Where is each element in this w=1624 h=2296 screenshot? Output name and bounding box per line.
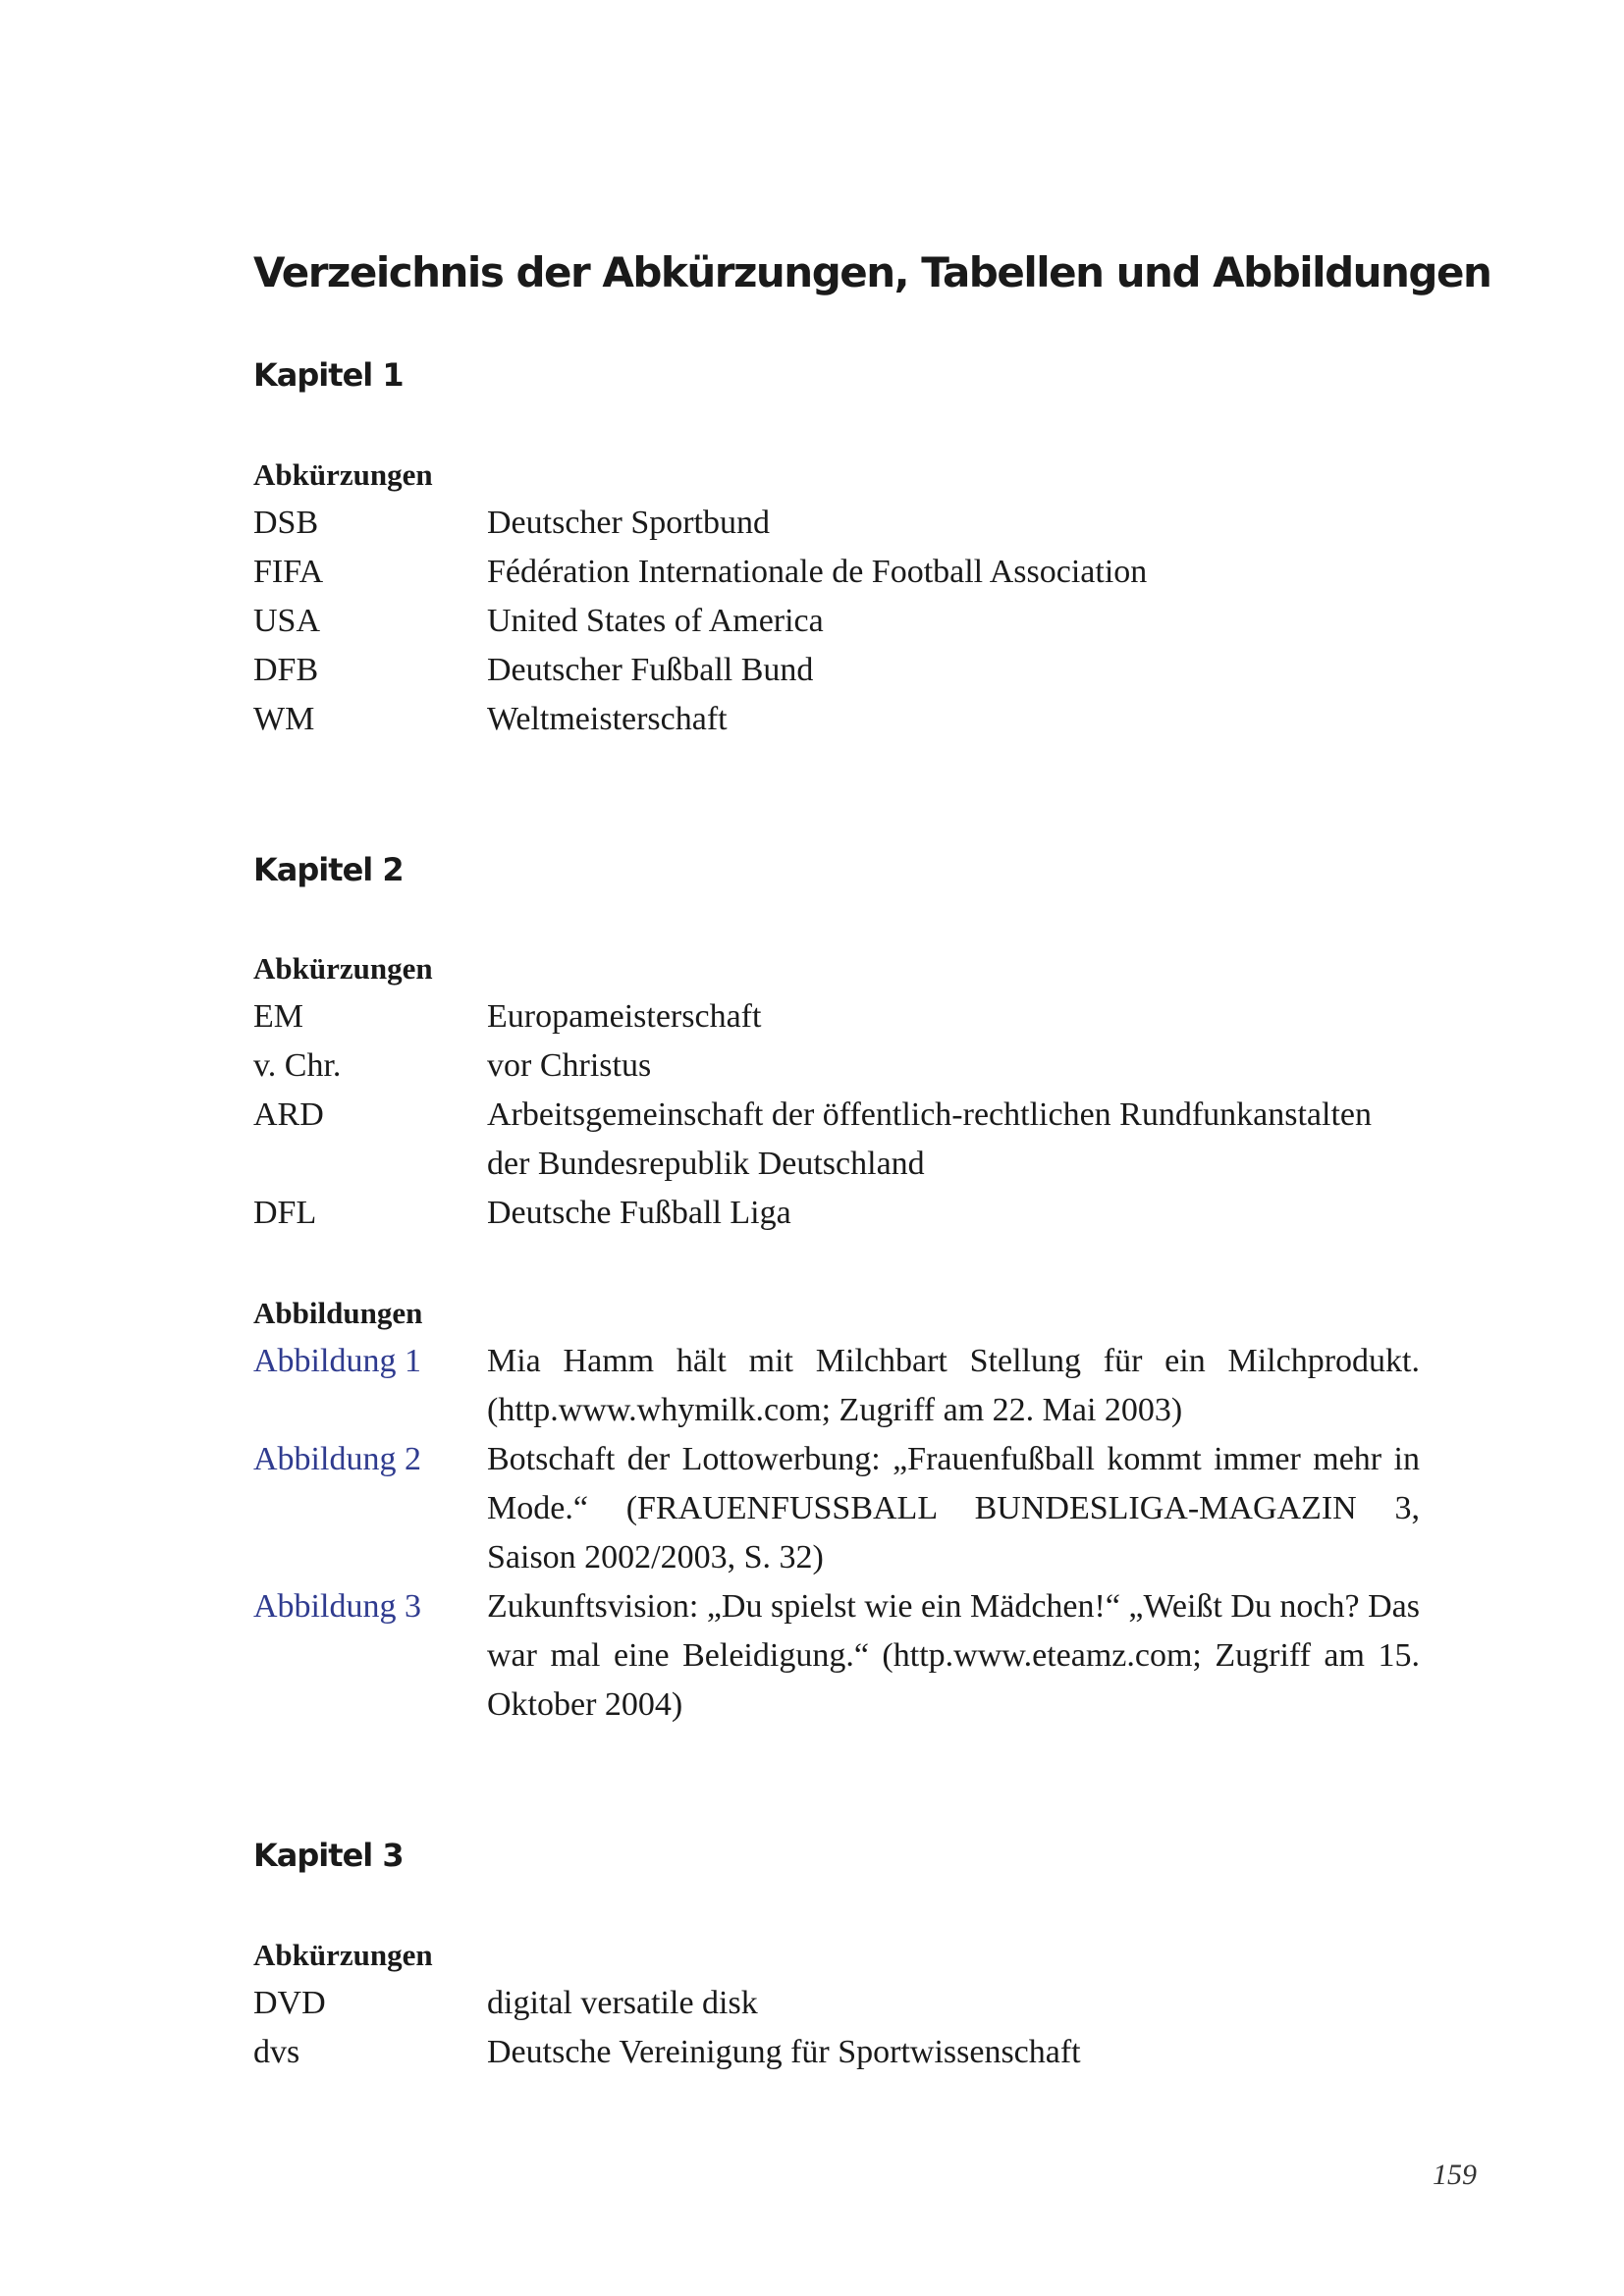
figure-caption: Mia Hamm hält mit Milchbart Stellung für ein Milchprodukt. (http.www.whymilk.com; Zugriff am 22. Mai 2003) <box>487 1343 1420 1428</box>
abbreviations-heading-1: Abkürzungen <box>253 457 433 492</box>
abbreviation-term: DSB <box>253 505 319 541</box>
abbreviation-term: FIFA <box>253 554 324 590</box>
chapter-heading-3: Kapitel 3 <box>253 1837 404 1874</box>
figure-caption: Zukunftsvision: „Du spielst wie ein Mädchen!“ „Weißt Du noch? Das war mal eine Beleidigung.“ (http.www.eteamz.com; Zugriff am 15. Oktober 2004) <box>487 1588 1420 1723</box>
chapter-heading-1: Kapitel 1 <box>253 356 404 394</box>
abbreviations-heading-3: Abkürzungen <box>253 1938 433 1972</box>
abbreviation-term: WM <box>253 701 315 737</box>
abbreviation-term: DFB <box>253 652 319 688</box>
abbreviation-description: Deutsche Fußball Liga <box>487 1195 791 1231</box>
abbreviation-term: EM <box>253 998 303 1035</box>
abbreviation-term: v. Chr. <box>253 1047 342 1084</box>
abbreviation-term: DVD <box>253 1985 326 2021</box>
abbreviation-description: Deutsche Vereinigung für Sportwissenschaft <box>487 2034 1081 2070</box>
figure-link-3[interactable]: Abbildung 3 <box>253 1588 421 1625</box>
abbreviation-description: Fédération Internationale de Football Association <box>487 554 1148 590</box>
chapter-heading-2: Kapitel 2 <box>253 851 404 888</box>
abbreviations-heading-2: Abkürzungen <box>253 951 433 986</box>
abbreviation-term: USA <box>253 603 321 639</box>
abbreviation-description: Weltmeisterschaft <box>487 701 728 737</box>
abbreviation-description: digital versatile disk <box>487 1985 758 2021</box>
abbreviation-description: Arbeitsgemeinschaft der öffentlich-rechtlichen Rundfunkanstalten der Bundesrepublik Deutschland <box>487 1096 1372 1182</box>
figures-heading-2: Abbildungen <box>253 1296 423 1330</box>
abbreviation-term: dvs <box>253 2034 300 2070</box>
abbreviation-description: Deutscher Fußball Bund <box>487 652 814 688</box>
figure-link-1[interactable]: Abbildung 1 <box>253 1343 421 1379</box>
abbreviation-description: Europameisterschaft <box>487 998 762 1035</box>
abbreviation-term: DFL <box>253 1195 317 1231</box>
abbreviation-description: Deutscher Sportbund <box>487 505 771 541</box>
abbreviation-description: United States of America <box>487 603 824 639</box>
abbreviation-term: ARD <box>253 1096 324 1133</box>
page-title: Verzeichnis der Abkürzungen, Tabellen und Abbildungen <box>253 248 1491 296</box>
figure-caption: Botschaft der Lottowerbung: „Frauenfußball kommt immer mehr in Mode.“ (FRAUENFUSSBALL BUNDESLIGA-MAGAZIN 3, Saison 2002/2003, S. 32) <box>487 1441 1420 1575</box>
figure-link-2[interactable]: Abbildung 2 <box>253 1441 421 1477</box>
page-number: 159 <box>1433 2159 1477 2191</box>
abbreviation-description: vor Christus <box>487 1047 652 1084</box>
